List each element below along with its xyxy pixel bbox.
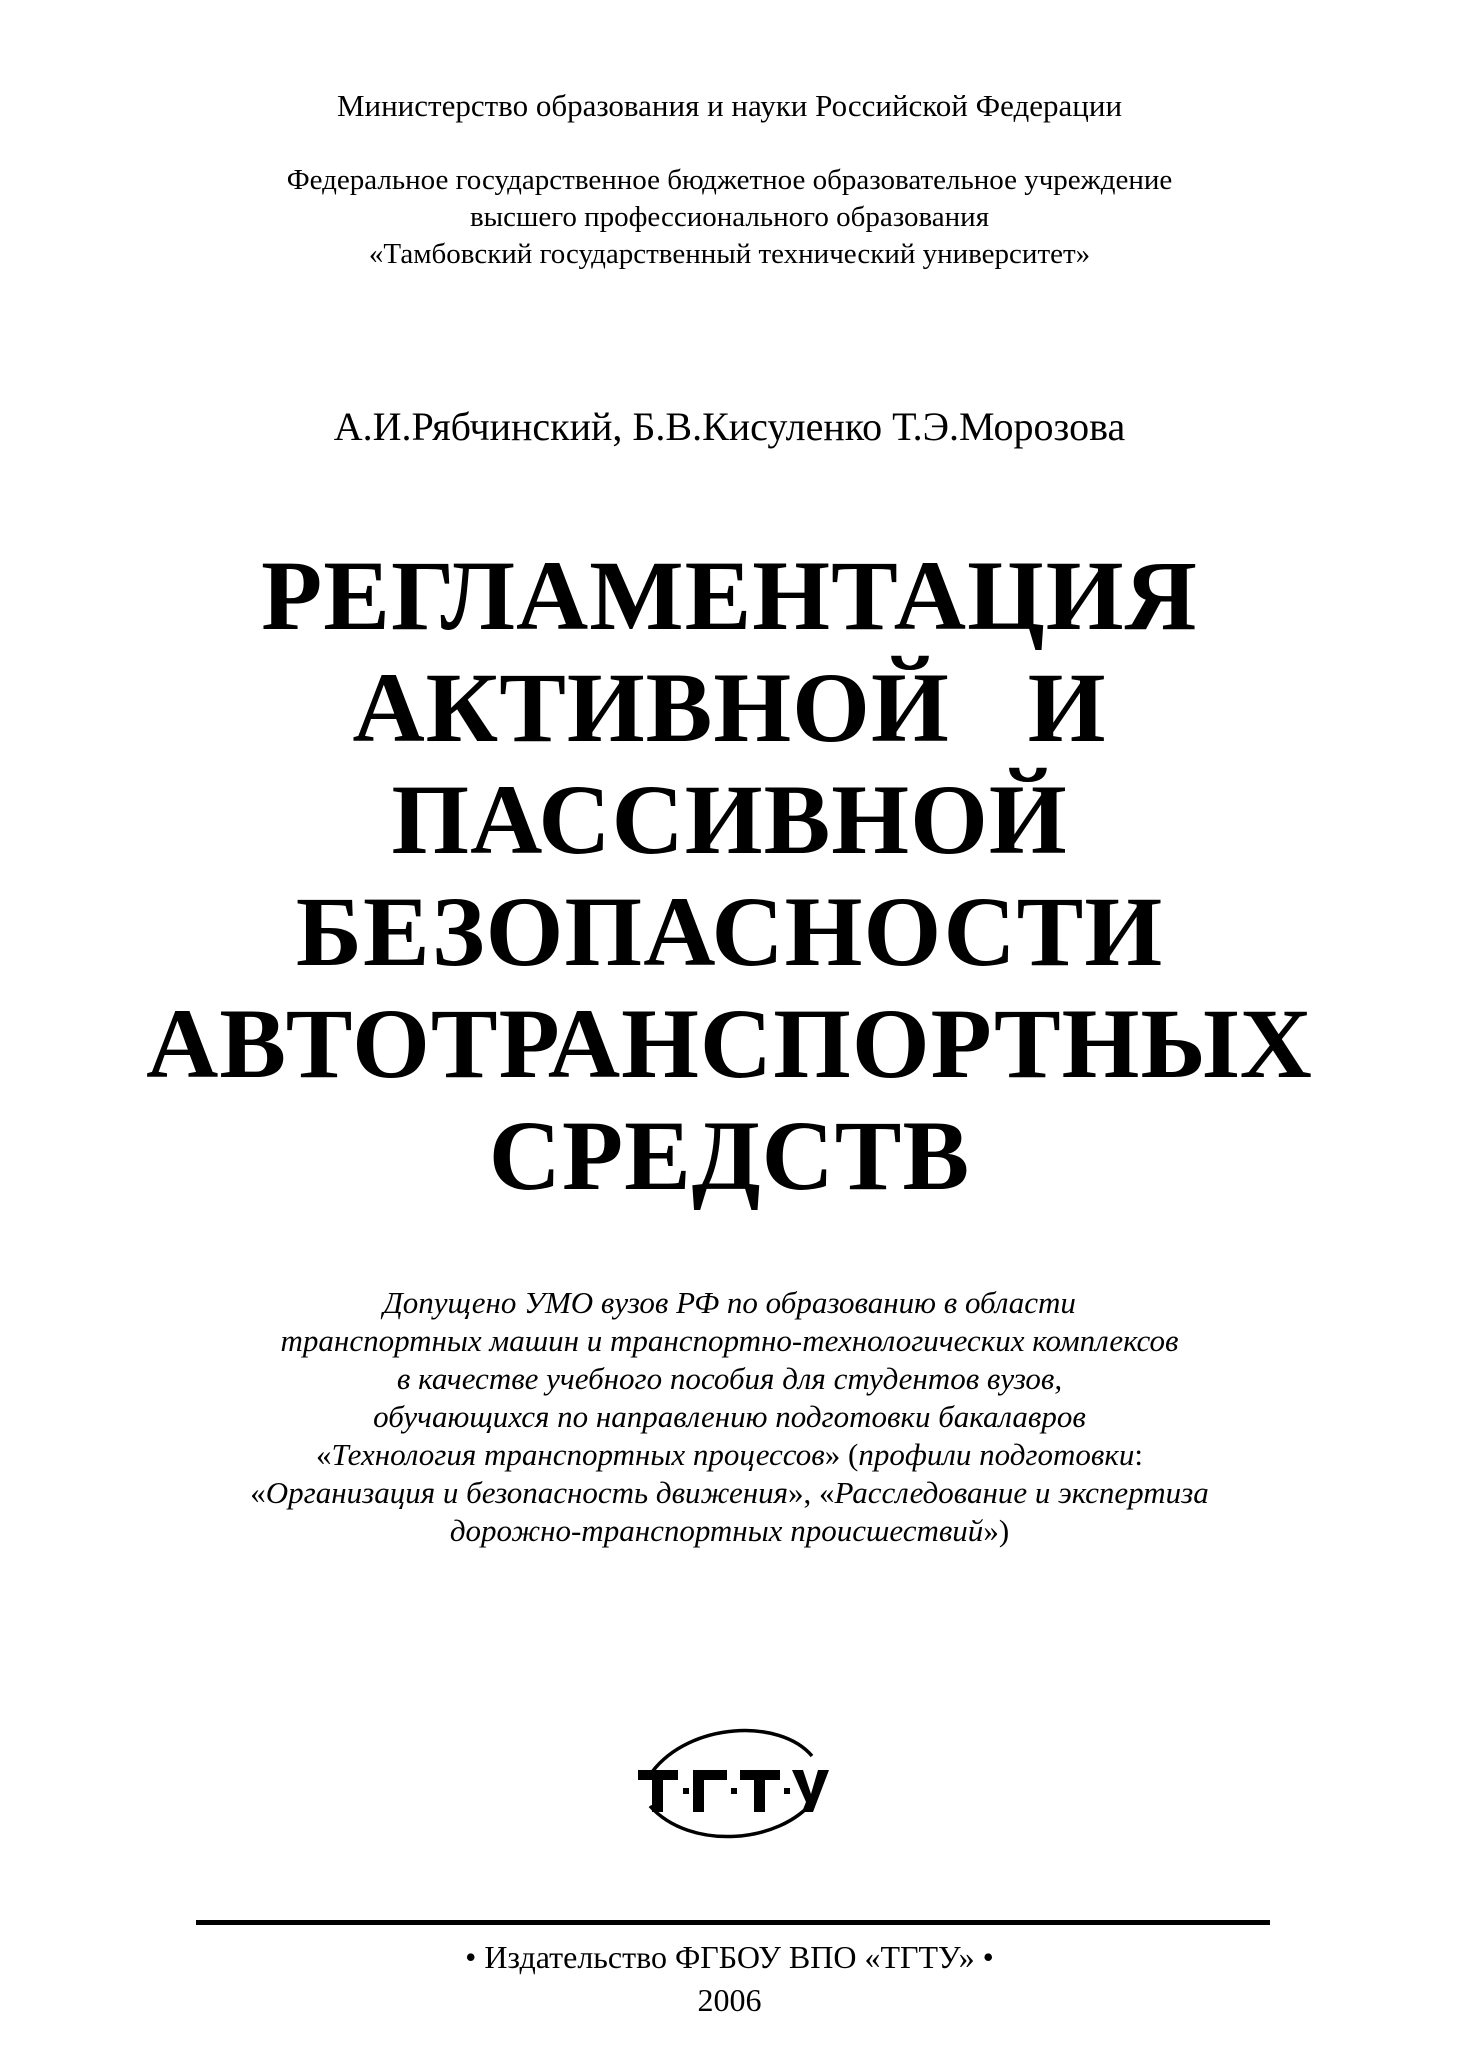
tgtu-logo-icon	[630, 1716, 830, 1846]
title-line-3: ПАССИВНОЙ	[391, 764, 1068, 875]
approval-line-7	[0, 1512, 1459, 1550]
institution-line-1: Федеральное государственное бюджетное образовательное учреждение	[286, 164, 1173, 196]
quote-separator: », «	[788, 1475, 835, 1510]
title-line-5: АВТОТРАНСПОРТНЫХ	[146, 988, 1313, 1099]
institution-line-3: «Тамбовский государственный технический университет»	[368, 238, 1091, 270]
profile-1: Организация и безопасность движения	[265, 1475, 789, 1510]
quote-close: »)	[983, 1513, 1010, 1548]
authors: А.И.Рябчинский, Б.В.Кисуленко Т.Э.Морозова	[333, 404, 1126, 449]
title-line-2: АКТИВНОЙ И	[352, 652, 1107, 763]
quote-open: «	[250, 1475, 266, 1510]
profile-2-start: Расследование и экспертиза	[834, 1475, 1209, 1510]
approval-stamp	[0, 1284, 1459, 1550]
approval-line-1: Допущено УМО вузов РФ по образованию в области	[383, 1285, 1076, 1320]
approval-line-5	[0, 1436, 1459, 1474]
profile-2-end: дорожно-транспортных происшествий	[449, 1513, 984, 1548]
title-line-4: БЕЗОПАСНОСТИ	[295, 876, 1164, 987]
publication-year: 2006	[697, 1982, 762, 2018]
quote-close-paren: » (	[824, 1437, 859, 1472]
ministry-heading: Министерство образования и науки Российской Федерации	[336, 88, 1123, 123]
program-name: Технология транспортных процессов	[331, 1437, 825, 1472]
title-line-1: РЕГЛАМЕНТАЦИЯ	[261, 540, 1198, 651]
book-title	[0, 540, 1459, 1212]
colon: :	[1134, 1437, 1143, 1472]
approval-line-2: транспортных машин и транспортно-технологических комплексов	[280, 1323, 1179, 1358]
institution-heading	[0, 162, 1459, 273]
footer-divider	[196, 1920, 1270, 1925]
approval-line-4: обучающихся по направлению подготовки бакалавров	[373, 1399, 1086, 1434]
title-line-6: СРЕДСТВ	[488, 1100, 971, 1211]
quote-open: «	[316, 1437, 332, 1472]
institution-line-2: высшего профессионального образования	[469, 201, 990, 233]
approval-line-3: в качестве учебного пособия для студентов вузов,	[396, 1361, 1063, 1396]
approval-line-6	[0, 1474, 1459, 1512]
publisher: • Издательство ФГБОУ ВПО «ТГТУ» •	[465, 1939, 994, 1975]
profiles-label: профили подготовки	[858, 1437, 1135, 1472]
